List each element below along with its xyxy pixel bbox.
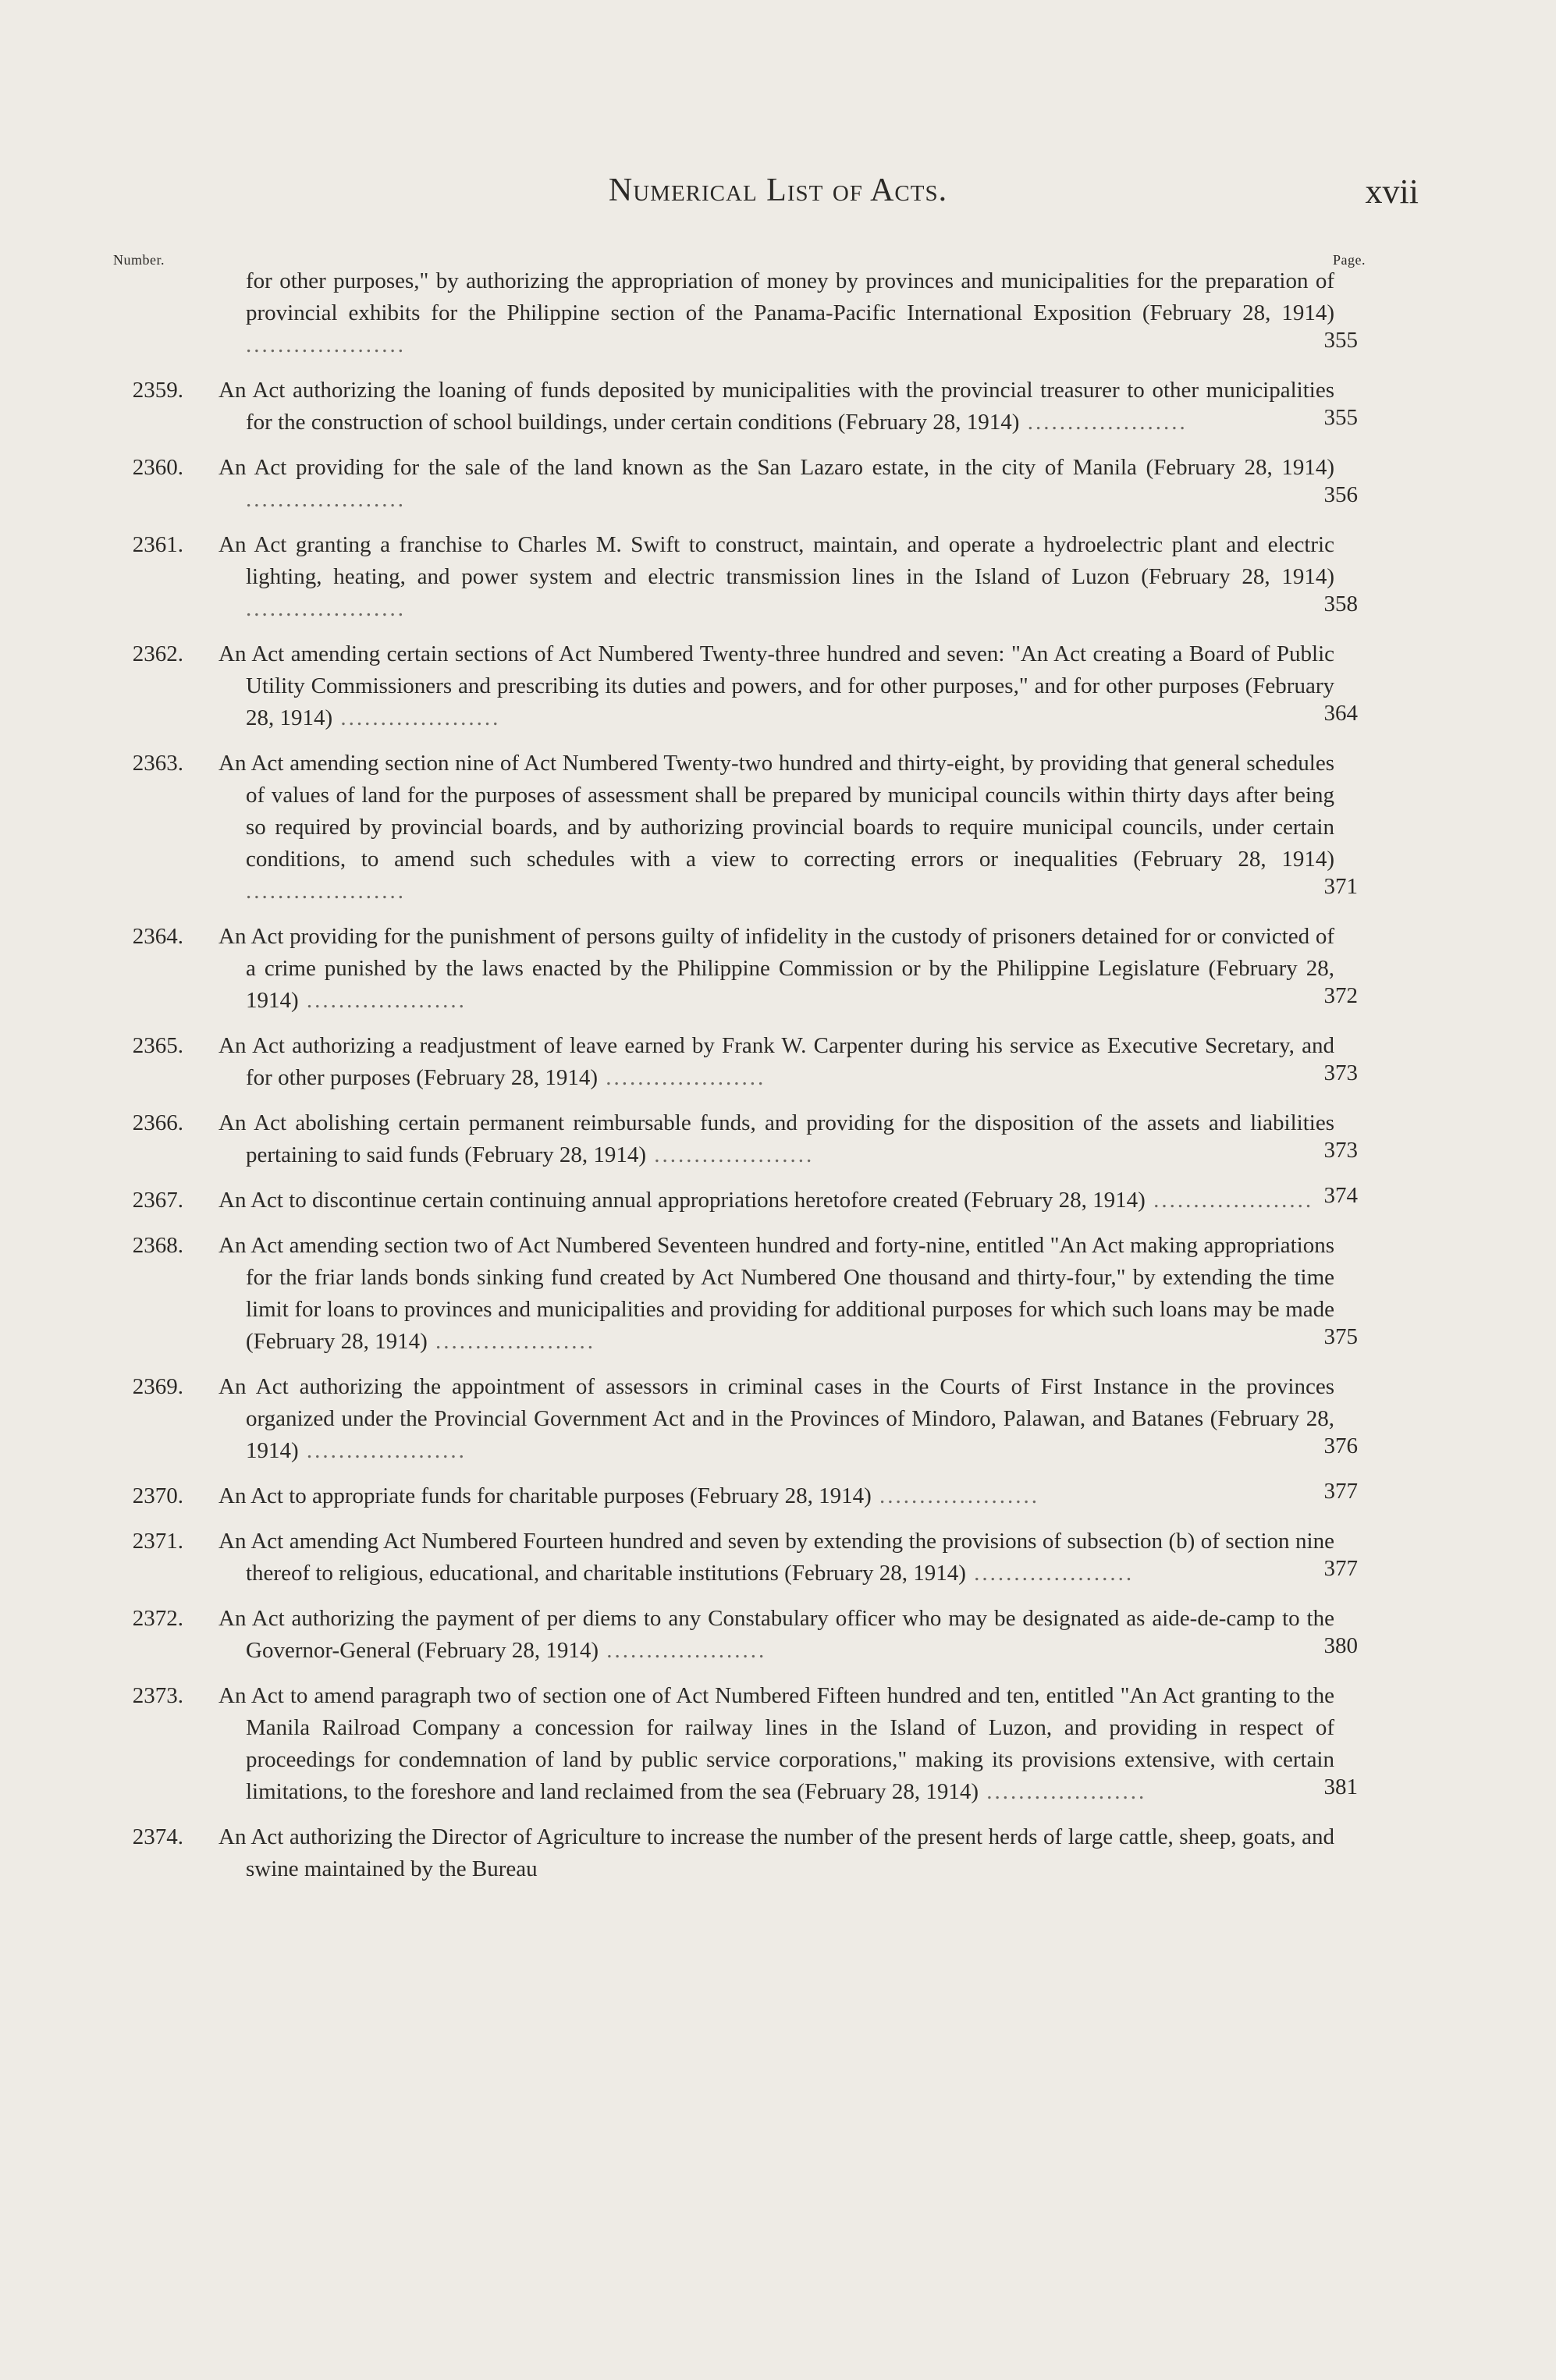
act-entry — [113, 452, 1420, 516]
act-number: 2371. — [132, 1529, 183, 1554]
column-label-page: Page. — [1333, 252, 1366, 268]
dot-leader: .................... — [427, 1329, 596, 1354]
dot-leader: .................... — [1019, 410, 1188, 435]
act-description — [218, 1185, 1334, 1217]
act-text: An Act to appropriate funds for charitable purposes (February 28, 1914) — [218, 1483, 872, 1508]
page-header — [0, 172, 1556, 218]
act-number: 2374. — [132, 1824, 183, 1849]
act-entry — [113, 265, 1420, 361]
act-description — [218, 1230, 1334, 1358]
act-text: An Act authorizing the appointment of assessors in criminal cases in the Courts of First Instance in the provinces organized under the Provincial Government Act and in the Provinces of Mindoro, Palawan, and Batanes (February 28, 1914) — [218, 1374, 1334, 1463]
act-entry — [113, 1185, 1420, 1217]
page-title: Numerical List of Acts. — [608, 172, 948, 208]
act-page-number: 380 — [1323, 1633, 1358, 1658]
dot-leader: .................... — [1145, 1188, 1314, 1213]
dot-leader: .................... — [871, 1483, 1039, 1508]
act-text: An Act to amend paragraph two of section one of Act Numbered Fifteen hundred and ten, entitled "An Act granting to the Manila Railroad Company a concession for railway lines in the Island of Luzon, and providing in respect of proceedings for condemnation of land by public service corporations," making its provisions extensive, with certain limitations, to the foreshore and land reclaimed from the sea (February 28, 1914) — [218, 1683, 1334, 1804]
act-number: 2361. — [132, 532, 183, 557]
act-entry — [113, 1680, 1420, 1808]
act-entry — [113, 375, 1420, 439]
dot-leader: .................... — [598, 1638, 767, 1663]
act-number: 2367. — [132, 1188, 183, 1213]
act-page-number: 358 — [1323, 591, 1358, 616]
page-number: xvii — [1365, 172, 1419, 211]
act-number: 2363. — [132, 751, 183, 776]
act-number: 2360. — [132, 455, 183, 480]
dot-leader: .................... — [246, 487, 406, 512]
act-description — [218, 1526, 1334, 1590]
act-text: for other purposes," by authorizing the appropriation of money by provinces and municipalities for the preparation of provincial exhibits for the Philippine section of the Panama-Pacific International Exposition (February 28, 1914) — [246, 268, 1334, 325]
act-text: An Act amending section two of Act Numbered Seventeen hundred and forty-nine, entitled "An Act making appropriations for the friar lands bonds sinking fund created by Act Numbered One thousand and thirty-four," by extending the time limit for loans to provinces and municipalities and providing for additional purposes for which such loans may be made (February 28, 1914) — [218, 1233, 1334, 1354]
act-entry — [113, 638, 1420, 734]
act-page-number: 356 — [1323, 482, 1358, 507]
act-entry — [113, 1480, 1420, 1512]
act-entry — [113, 748, 1420, 908]
act-text: An Act amending certain sections of Act Numbered Twenty-three hundred and seven: "An Act creating a Board of Public Utility Commissioners and prescribing its duties and powers, and for other purposes," and for other purposes (February 28, 1914) — [218, 641, 1334, 730]
act-page-number: 373 — [1323, 1138, 1358, 1163]
dot-leader: .................... — [332, 705, 501, 730]
dot-leader: .................... — [246, 879, 406, 904]
dot-leader: .................... — [646, 1142, 815, 1167]
act-page-number: 376 — [1323, 1433, 1358, 1458]
act-entry — [113, 1107, 1420, 1171]
act-description — [218, 1480, 1334, 1512]
act-entry — [113, 1030, 1420, 1094]
act-text: An Act granting a franchise to Charles M. Swift to construct, maintain, and operate a hydroelectric plant and electric lighting, heating, and power system and electric transmission lines in the Island of Luzon (February 28, 1914) — [218, 532, 1334, 589]
act-description — [218, 1107, 1334, 1171]
act-page-number: 381 — [1323, 1774, 1358, 1799]
act-description — [218, 529, 1334, 625]
act-text: An Act authorizing the loaning of funds deposited by municipalities with the provincial treasurer to other municipalities for the construction of school buildings, under certain conditions (February 28, 1914) — [218, 378, 1334, 435]
act-number: 2359. — [132, 378, 183, 403]
act-description — [218, 638, 1334, 734]
act-description — [218, 1680, 1334, 1808]
act-entry — [113, 529, 1420, 625]
act-entry — [113, 1603, 1420, 1667]
act-text: An Act authorizing a readjustment of leave earned by Frank W. Carpenter during his service as Executive Secretary, and for other purposes (February 28, 1914) — [218, 1033, 1334, 1090]
column-label-number: Number. — [113, 252, 165, 268]
act-text: An Act authorizing the payment of per diems to any Constabulary officer who may be designated as aide-de-camp to the Governor-General (February 28, 1914) — [218, 1606, 1334, 1663]
act-number: 2373. — [132, 1683, 183, 1708]
act-text: An Act amending Act Numbered Fourteen hundred and seven by extending the provisions of subsection (b) of section nine thereof to religious, educational, and charitable institutions (February 28, 1914) — [218, 1529, 1334, 1586]
act-description — [218, 1371, 1334, 1467]
act-page-number: 377 — [1323, 1556, 1358, 1581]
act-description — [218, 1603, 1334, 1667]
act-description — [218, 375, 1334, 439]
act-page-number: 372 — [1323, 983, 1358, 1008]
act-page-number: 375 — [1323, 1324, 1358, 1349]
act-page-number: 371 — [1323, 874, 1358, 899]
act-number: 2362. — [132, 641, 183, 666]
act-description — [218, 265, 1334, 361]
dot-leader: .................... — [298, 988, 467, 1013]
act-text: An Act abolishing certain permanent reimbursable funds, and providing for the disposition of the assets and liabilities pertaining to said funds (February 28, 1914) — [218, 1110, 1334, 1167]
act-description — [218, 452, 1334, 516]
act-number: 2364. — [132, 924, 183, 949]
act-entry — [113, 1526, 1420, 1590]
act-number: 2365. — [132, 1033, 183, 1058]
act-entry — [113, 1230, 1420, 1358]
acts-list — [113, 265, 1420, 1899]
dot-leader: .................... — [965, 1561, 1135, 1586]
act-description — [218, 1030, 1334, 1094]
act-text: An Act authorizing the Director of Agriculture to increase the number of the present herds of large cattle, sheep, goats, and swine maintained by the Bureau — [218, 1824, 1334, 1881]
act-page-number: 377 — [1323, 1479, 1358, 1504]
act-description — [218, 1821, 1334, 1885]
dot-leader: .................... — [298, 1438, 467, 1463]
act-number: 2368. — [132, 1233, 183, 1258]
dot-leader: .................... — [246, 332, 406, 357]
act-page-number: 374 — [1323, 1183, 1358, 1208]
dot-leader: .................... — [598, 1065, 766, 1090]
dot-leader: .................... — [979, 1779, 1147, 1804]
act-entry — [113, 1371, 1420, 1467]
act-entry — [113, 1821, 1420, 1885]
act-page-number: 364 — [1323, 701, 1358, 726]
act-number: 2372. — [132, 1606, 183, 1631]
act-description — [218, 748, 1334, 908]
act-description — [218, 921, 1334, 1017]
act-text: An Act providing for the punishment of persons guilty of infidelity in the custody of prisoners detained for or convicted of a crime punished by the laws enacted by the Philippine Commission or by the Philippine Legislature (February 28, 1914) — [218, 924, 1334, 1013]
act-number: 2366. — [132, 1110, 183, 1135]
act-page-number: 373 — [1323, 1060, 1358, 1085]
act-page-number: 355 — [1323, 328, 1358, 353]
act-number: 2370. — [132, 1483, 183, 1508]
act-page-number: 355 — [1323, 405, 1358, 430]
act-text: An Act to discontinue certain continuing annual appropriations heretofore created (February 28, 1914) — [218, 1188, 1146, 1213]
act-entry — [113, 921, 1420, 1017]
act-number: 2369. — [132, 1374, 183, 1399]
act-text: An Act amending section nine of Act Numbered Twenty-two hundred and thirty-eight, by providing that general schedules of values of land for the purposes of assessment shall be prepared by municipal councils within thirty days after being so required by provincial boards, and by authorizing provincial boards to require municipal councils, under certain conditions, to amend such schedules with a view to correcting errors or inequalities (February 28, 1914) — [218, 751, 1334, 872]
act-text: An Act providing for the sale of the land known as the San Lazaro estate, in the city of Manila (February 28, 1914) — [218, 455, 1334, 480]
dot-leader: .................... — [246, 596, 406, 621]
